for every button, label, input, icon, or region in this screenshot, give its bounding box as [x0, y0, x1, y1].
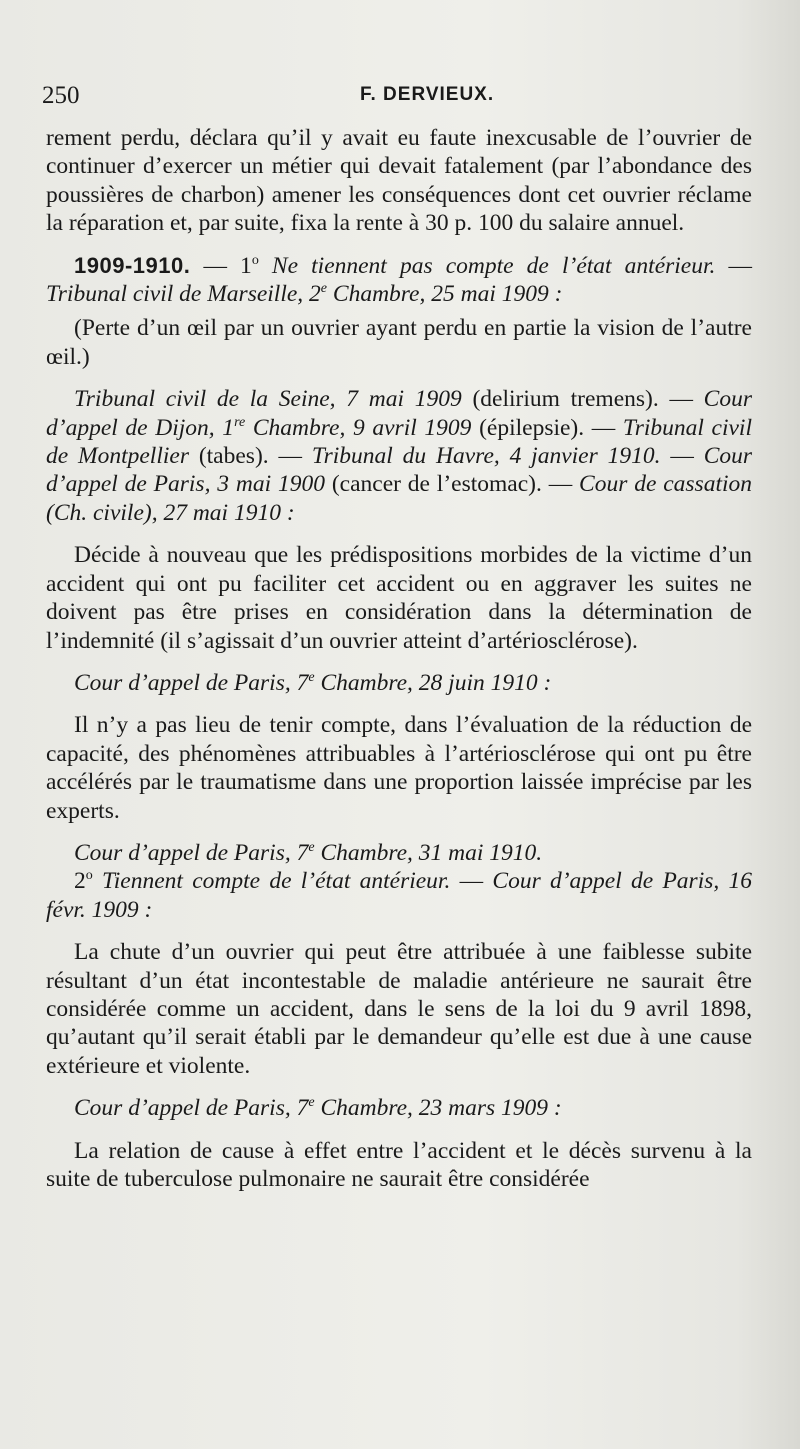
court-citation: Cour d’appel de Paris, 7 [74, 839, 309, 866]
running-head: F. DERVIEUX. [360, 84, 495, 105]
citation-note: — [660, 443, 704, 470]
section-number: 2 [74, 868, 86, 895]
paragraph-decision: Décide à nouveau que les prédispositions morbides de la victime d’un accident qui ont pu faciliter cet accident ou en aggraver les suites ne doivent pas être prises en considération dans la détermination de l’indemnité (il s’agissait d’un ouvrier atteint d’artériosclérose). [46, 542, 752, 654]
section-title: Ne tiennent pas compte de l’état antérieur. [258, 252, 716, 279]
section-heading-1909-1910 [46, 252, 752, 309]
court-citation: Tribunal civil de la Seine, 7 mai 1909 [74, 386, 462, 413]
citation-note: (épilepsie). — [471, 414, 623, 441]
section-heading-2 [46, 867, 752, 924]
dash: — [450, 868, 493, 895]
court-citation-date: Chambre, 28 juin 1910 : [314, 669, 552, 696]
court-citation: Tribunal civil de Montpellier [46, 414, 752, 470]
court-citation-line [46, 839, 752, 867]
ordinal-superscript: o [85, 868, 93, 884]
section-number: — 1 [190, 252, 252, 279]
court-citation: Tribunal civil de Marseille, 2 [46, 281, 321, 308]
paragraph-continuation: rement perdu, déclara qu’il y avait eu faute inexcusable de l’ouvrier de continuer d’exercer un métier qui devait fatalement (par l’abondance des poussières de charbon) amener les conséquences dont cet ouvrier réclame la réparation et, par suite, fixa la rente à 30 p. 100 du salaire annuel. [46, 125, 752, 237]
ordinal-superscript: e [308, 1095, 315, 1111]
citation-note: (delirium tremens). — [461, 386, 704, 413]
court-citation-line [46, 669, 752, 697]
court-citation-date: Chambre, 31 mai 1910. [314, 839, 543, 866]
ordinal-superscript: e [308, 670, 315, 686]
court-citation: Cour d’appel de Paris, 7 [74, 1095, 309, 1122]
dash: — [715, 252, 753, 279]
court-citation: Cour d’appel de Paris, 3 mai 1900 [46, 443, 753, 498]
ordinal-superscript: e [308, 840, 315, 856]
court-citation-date: Chambre, 25 mai 1909 : [327, 281, 563, 308]
ordinal-superscript: e [320, 281, 328, 297]
court-citation-date: Chambre, 9 avril 1909 [245, 414, 472, 441]
citation-list [46, 385, 752, 527]
court-citation: Tribunal du Havre, 4 janvier 1910. [311, 443, 661, 470]
citation-note: (cancer de l’estomac). — [324, 471, 580, 498]
court-citation: Cour d’appel de Paris, 7 [74, 669, 309, 696]
court-citation-line [46, 1094, 752, 1122]
body-text [46, 124, 752, 1193]
court-citation-date: Chambre, 23 mars 1909 : [314, 1095, 562, 1122]
citation-note: (tabes). — [188, 443, 312, 470]
ordinal-superscript: o [251, 252, 259, 268]
court-citation: Cour d’appel de Paris, 16 févr. 1909 : [46, 868, 753, 923]
paragraph-decision: La relation de cause à effet entre l’accident et le décès survenu à la suite de tuberculose pulmonaire ne saurait être considérée [46, 1137, 752, 1192]
paragraph-decision: La chute d’un ouvrier qui peut être attribuée à une faiblesse subite résultant d’un état incontestable de maladie antérieure ne saurait être considérée comme un accident, dans le sens de la loi du 9 avril 1898, qu’autant qu’il serait établi par le demandeur qu’elle est due à une cause extérieure et violente. [46, 939, 752, 1079]
ordinal-superscript: re [234, 414, 246, 430]
court-citation: Cour de cassation (Ch. civile), 27 mai 1910 : [46, 471, 753, 526]
court-citation: Cour d’appel de Dijon, 1 [46, 386, 752, 441]
paragraph-decision: Il n’y a pas lieu de tenir compte, dans l’évaluation de la réduction de capacité, des phénomènes attribuables à l’artériosclérose qui ont pu être accélérés par le traumatisme dans une proportion laissée imprécise par les experts. [46, 712, 752, 824]
page-number: 250 [42, 82, 80, 109]
section-title: Tiennent compte de l’état antérieur. [92, 868, 451, 895]
section-year: 1909-1910. [74, 252, 191, 278]
paragraph-parenthetical: (Perte d’un œil par un ouvrier ayant perdu en partie la vision de l’autre œil.) [46, 315, 752, 370]
page-header [42, 82, 742, 118]
